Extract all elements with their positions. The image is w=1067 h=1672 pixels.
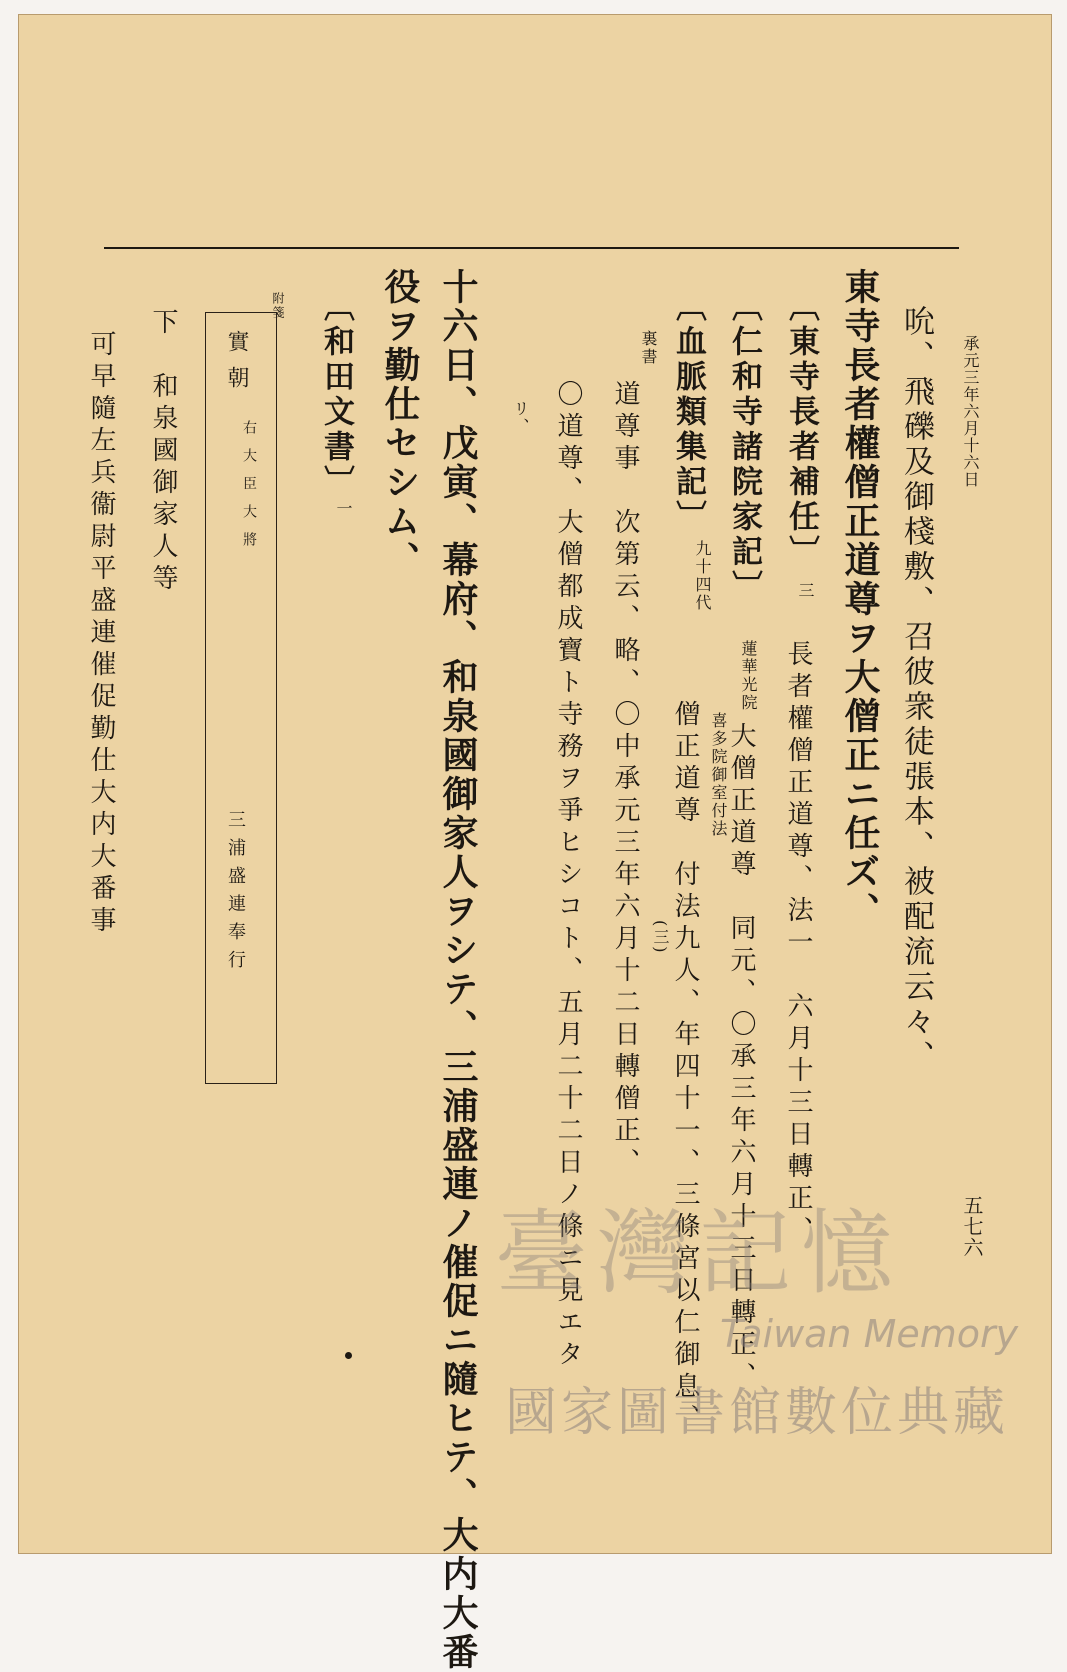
text-column-2-heading: 東寺長者權僧正道尊ヲ大僧正ニ任ズ、 <box>839 268 881 931</box>
ink-dot <box>345 1352 352 1359</box>
source-ninnaji: 〔仁和寺諸院家記〕 <box>726 290 762 605</box>
watermark-logo: 臺灣記憶 <box>495 1200 904 1307</box>
slip-sanetomo: 實朝 <box>224 330 249 402</box>
source-note-1: 三 <box>796 582 815 600</box>
text-column-1: 吮、飛礫及御棧敷、召彼衆徒張本、被配流云々、 <box>898 305 934 1075</box>
source-dongji-chojya: 〔東寺長者補任〕 <box>783 290 819 570</box>
text-column-6: 道尊事 次第云、略、〇中承元三年六月十二日轉僧正、 <box>610 380 640 1180</box>
text-column-7: 〇道尊、大僧都成寶ト寺務ヲ爭ヒシコト、五月二十二日ノ條ニ見エタ <box>553 380 583 1372</box>
source-note-3: 九十四代 <box>693 540 712 612</box>
text-column-10-heading: 役ヲ勤仕セシム、 <box>379 268 421 580</box>
text-column-8: リ、 <box>511 400 530 436</box>
text-column-14: 可早隨左兵衞尉平盛連催促勤仕大内大番事 <box>86 330 116 938</box>
annotation-fusen: 附箋 <box>271 292 285 320</box>
source-wada-monjo: 〔和田文書〕 <box>318 290 354 500</box>
urasho-note: 裏書 <box>639 330 658 366</box>
slip-udaijin: 右大臣大將 <box>241 420 257 560</box>
watermark-english: Taiwan Memory <box>720 1312 1019 1356</box>
watermark-chinese: 國家圖書館數位典藏 <box>505 1383 1010 1443</box>
slip-bugyo: 三浦盛連奉行 <box>225 810 246 978</box>
side-note-kitain: 喜多院御室付法 <box>709 712 728 838</box>
source-note-4: 一 <box>334 500 353 518</box>
header-rule <box>104 247 959 249</box>
side-note-three: (三) <box>651 920 670 955</box>
text-column-5: 僧正道尊 付法九人、年四十一、三條宮以仁御息、 <box>670 700 700 1436</box>
page-number: 五七六 <box>960 1195 984 1258</box>
text-column-9-heading: 十六日、戊寅、幕府、和泉國御家人ヲシテ、三浦盛連ノ催促ニ隨ヒテ、大内大番 <box>437 268 479 1672</box>
text-column-4: 大僧正道尊 同元、〇承三年六月十三日轉正、 <box>726 722 756 1394</box>
running-title: 承元三年六月十六日 <box>961 335 980 488</box>
text-column-13: 下 和泉國御家人等 <box>148 308 178 596</box>
source-note-2: 蓮華光院 <box>739 640 758 712</box>
source-kechimyaku: 〔血脈類集記〕 <box>670 290 706 535</box>
text-column-3: 長者權僧正道尊、法一 六月十三日轉正、 <box>783 640 813 1248</box>
